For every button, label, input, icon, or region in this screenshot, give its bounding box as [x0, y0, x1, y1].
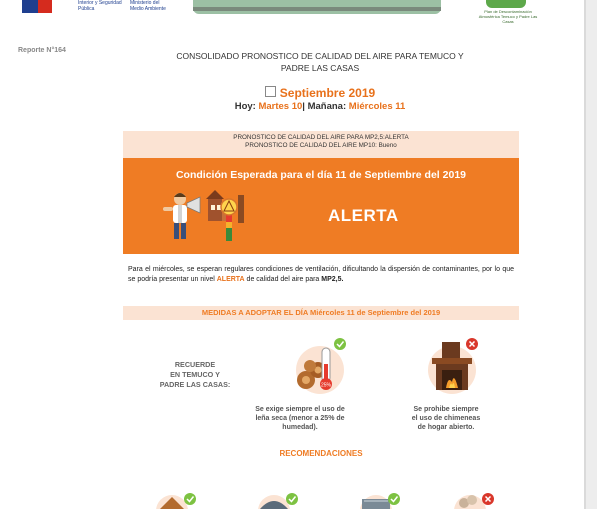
- measures-title: MEDIDAS A ADOPTAR EL DÍA Miércoles 11 de Septiembre del 2019: [123, 306, 519, 320]
- remember-label: [150, 360, 240, 390]
- condition-value: ALERTA: [328, 206, 399, 225]
- measure-2-line-2: el uso de chimeneas: [411, 415, 481, 422]
- remember-line-2: EN TEMUCO Y: [170, 370, 220, 379]
- report-number: Reporte N°164: [18, 47, 66, 54]
- recommendation-2-icon: [248, 489, 304, 509]
- header-banner-illustration: [193, 0, 441, 14]
- thermometer-label: 25%: [320, 382, 332, 389]
- calendar-icon: [265, 86, 276, 97]
- title-line-2: PADRE LAS CASAS: [280, 63, 360, 73]
- recommendations-title: RECOMENDACIONES: [279, 449, 363, 458]
- banner-road: [193, 7, 441, 11]
- measure-2-line-1: Se prohibe siempre: [413, 406, 479, 413]
- forecast-paragraph: [128, 265, 514, 284]
- forecast-mp25: PRONOSTICO DE CALIDAD DEL AIRE PARA MP2,5:ALERTA: [233, 134, 409, 141]
- month-text: Septiembre 2019: [279, 86, 376, 100]
- government-logo: [18, 0, 168, 16]
- flag-blue-block: [22, 0, 38, 13]
- today-value: Martes 10: [258, 101, 303, 112]
- measure-1-line-1: Se exige siempre el uso de: [255, 406, 345, 413]
- recommendation-1-icon: [146, 489, 202, 509]
- plan-logo-mark: [486, 0, 526, 8]
- forecast-box: [123, 131, 519, 158]
- plan-logo-text: Plan de Descontaminación Atmosférica Temuco y Padre Las Casas: [478, 9, 538, 24]
- fireplace-prohibited-icon: [424, 338, 488, 396]
- recommendation-3-icon: [350, 489, 406, 509]
- month-heading: [125, 86, 515, 100]
- today-label: Hoy:: [234, 101, 259, 112]
- dry-firewood-icon: [288, 338, 352, 396]
- measure-1-line-2: leña seca (menor a 25% de: [255, 415, 345, 422]
- day-separator: | Mañana:: [302, 101, 349, 112]
- measure-2-caption: [396, 405, 496, 432]
- flag-red-block: [38, 0, 52, 13]
- day-line: [125, 101, 515, 112]
- measure-1-line-3: humedad).: [282, 424, 318, 431]
- measure-2-line-3: de hogar abierto.: [417, 424, 475, 431]
- title-line-1: CONSOLIDADO PRONOSTICO DE CALIDAD DEL AIRE PARA TEMUCO Y: [176, 51, 464, 61]
- page-edge: [586, 0, 597, 509]
- condition-title: Condición Esperada para el día 11 de Septiembre del 2019: [175, 169, 467, 181]
- tomorrow-value: Miércoles 11: [348, 101, 406, 112]
- paragraph-text-1: Para el miércoles, se esperan regulares condiciones de ventilación, dificultando la dispersión de contaminantes, por lo que se podría presentar un nivel: [128, 266, 514, 283]
- paragraph-highlight: ALERTA: [216, 275, 245, 283]
- interior-ministry-text: Interior y Seguridad Pública: [78, 0, 122, 12]
- environment-ministry-text: Ministerio del Medio Ambiente: [130, 0, 166, 12]
- remember-line-1: RECUERDE: [174, 360, 216, 369]
- paragraph-pollutant: MP2,5.: [321, 275, 344, 283]
- measure-1-caption: [250, 405, 350, 432]
- remember-line-3: PADRE LAS CASAS:: [159, 380, 231, 389]
- paragraph-text-2: de calidad del aire para: [244, 275, 322, 283]
- recommendation-4-icon: [444, 489, 500, 509]
- alert-person-megaphone-icon: [160, 185, 252, 245]
- forecast-mp10: PRONOSTICO DE CALIDAD DEL AIRE MP10: Bueno: [245, 142, 397, 149]
- page-title: [125, 50, 515, 74]
